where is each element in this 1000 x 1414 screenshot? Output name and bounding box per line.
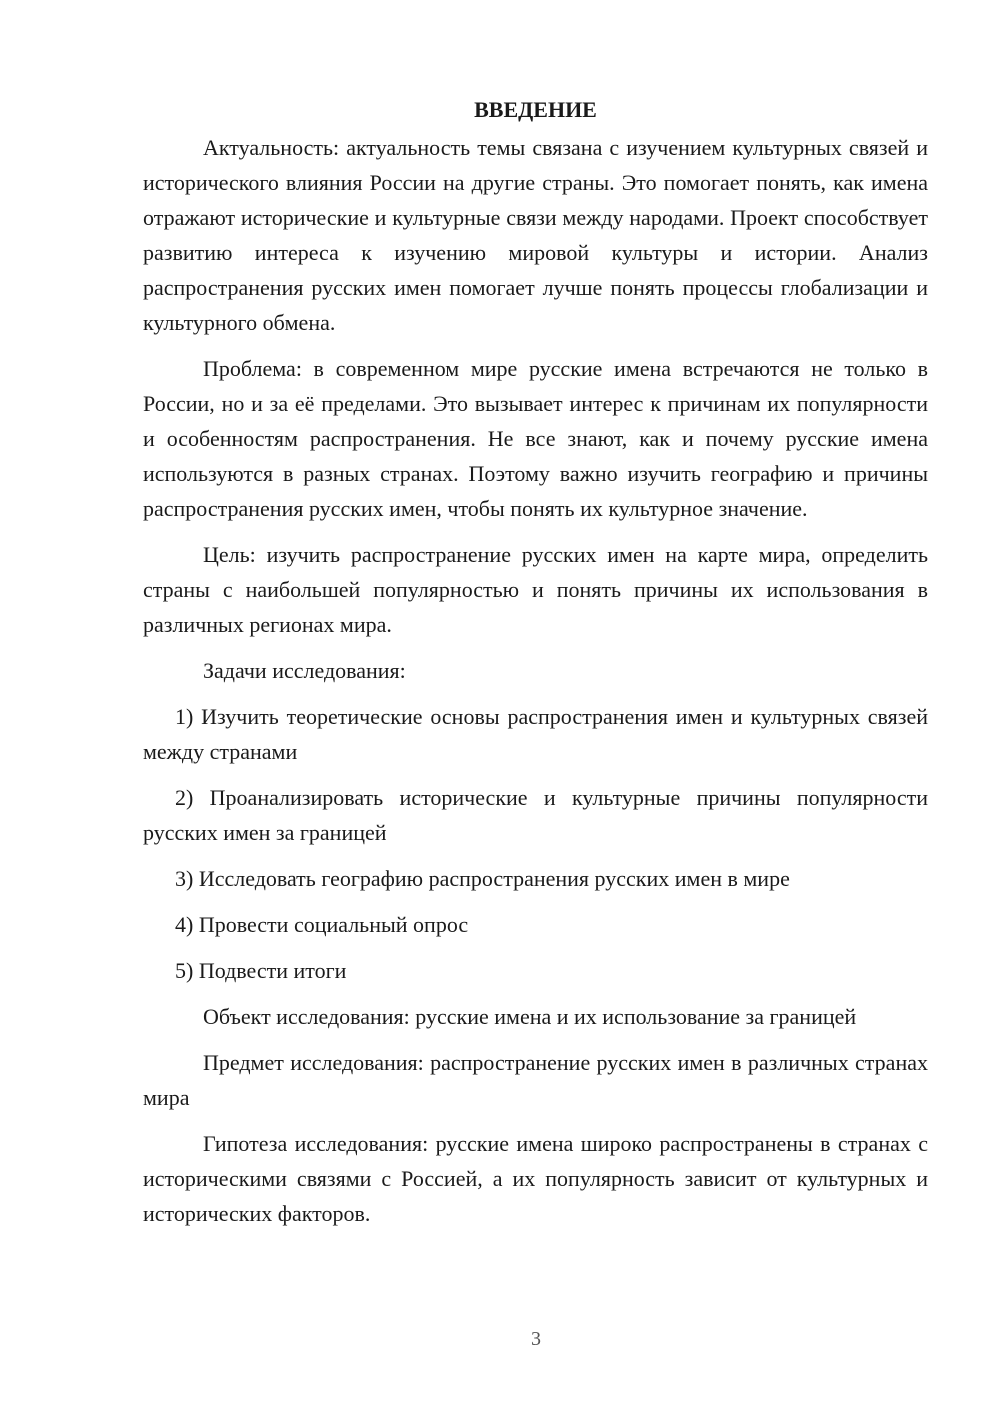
task-item-3: 3) Исследовать географию распространения русских имен в мире [175, 866, 790, 891]
paragraph-object: Объект исследования: русские имена и их использование за границей [203, 1004, 857, 1029]
task-item-2: 2) Проанализировать исторические и культурные причины популярности русских имен за границей [143, 785, 928, 845]
paragraph-problem: Проблема: в современном мире русские имена встречаются не только в России, но и за её пределами. Это вызывает интерес к причинам их популярности и особенностям распространения. Не все знают, как и почему русские имена используются в разных странах. Поэтому важно изучить географию и причины распространения русских имен, чтобы понять их культурное значение. [143, 356, 928, 521]
paragraph-goal: Цель: изучить распространение русских имен на карте мира, определить страны с наибольшей популярностью и понять причины их использования в различных регионах мира. [143, 542, 928, 637]
paragraph-tasks-heading: Задачи исследования: [203, 658, 406, 683]
page-number: 3 [531, 1328, 541, 1350]
document-page [143, 92, 928, 1231]
paragraph-hypothesis: Гипотеза исследования: русские имена широко распространены в странах с историческими связями с Россией, а их популярность зависит от культурных и исторических факторов. [143, 1131, 928, 1226]
paragraph-subject: Предмет исследования: распространение русских имен в различных странах мира [143, 1050, 928, 1110]
document-title: ВВЕДЕНИЕ [474, 97, 597, 122]
paragraph-relevance: Актуальность: актуальность темы связана с изучением культурных связей и исторического влияния России на другие страны. Это помогает понять, как имена отражают исторические и культурные связи между народами. Проект способствует развитию интереса к изучению мировой культуры и истории. Анализ распространения русских имен помогает лучше понять процессы глобализации и культурного обмена. [143, 135, 928, 335]
task-item-5: 5) Подвести итоги [175, 958, 347, 983]
task-item-1: 1) Изучить теоретические основы распространения имен и культурных связей между странами [143, 704, 928, 764]
task-item-4: 4) Провести социальный опрос [175, 912, 469, 937]
